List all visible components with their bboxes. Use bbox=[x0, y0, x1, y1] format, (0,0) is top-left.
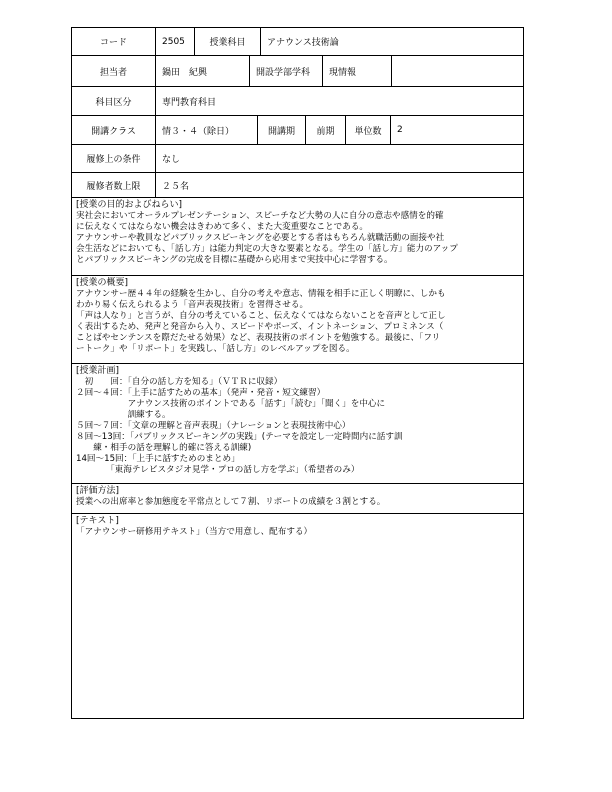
category-row bbox=[72, 87, 523, 116]
instructor-row bbox=[72, 56, 523, 87]
prerequisite-label: 履修上の条件 bbox=[86, 155, 141, 165]
plan-title: [授業計画] bbox=[76, 366, 120, 376]
credits-label: 単位数 bbox=[345, 116, 390, 144]
textbook-title: [テキスト] bbox=[76, 516, 119, 526]
plan-line: 練・相手の話を理解し的確に答える訓練) bbox=[76, 443, 252, 453]
outline-line: く表出するため、発声と発音から入り、スピードやポーズ、イントネーション、プロミネンス（ bbox=[76, 322, 444, 332]
plan-line: 訓練する。 bbox=[76, 410, 171, 420]
code-row bbox=[72, 28, 523, 56]
term-label: 開講期 bbox=[257, 116, 305, 144]
plan-line: 初 回：「自分の話し方を知る」（ＶＴＲに収録） bbox=[76, 377, 283, 387]
plan-line: ８回〜13回：「パブリックスピーキングの実践」(テーマを設定し一定時間内に話す訓 bbox=[76, 432, 403, 442]
outline-section bbox=[72, 276, 523, 364]
capacity-row bbox=[72, 173, 523, 198]
category-label: 科目区分 bbox=[95, 97, 132, 108]
purpose-title: [授業の目的およびねらい] bbox=[76, 200, 183, 210]
purpose-section bbox=[72, 198, 523, 276]
evaluation-line: 授業への出席率と参加態度を平常点として７割、リポートの成績を３割とする。 bbox=[76, 497, 386, 507]
plan-line: アナウンス技術のポイントである「話す」「読む」「聞く」を中心に bbox=[76, 399, 386, 409]
outline-title: [授業の概要] bbox=[76, 278, 129, 288]
class-row bbox=[72, 116, 523, 145]
outline-line: ートーク」や「リポート」を実践し、「話し方」のレベルアップを図る。 bbox=[76, 344, 355, 354]
outline-line: 「声は人なり」と言うが、自分の考えていること、伝えなくてはならないことを音声として正し bbox=[76, 311, 446, 321]
subject-label: 授業科目 bbox=[194, 28, 260, 55]
plan-line: ５回〜７回：「文章の理解と音声表現」（ナレーションと表現技術中心） bbox=[76, 421, 351, 431]
plan-line: ２回〜４回：「上手に話すための基本」（発声・発音・短文練習） bbox=[76, 388, 326, 398]
plan-line: 14回〜15回：「上手に話すためのまとめ」 bbox=[76, 454, 240, 464]
purpose-line: とパブリックスピーキングの完成を目標に基礎から応用まで実技中心に学習する。 bbox=[76, 255, 393, 265]
plan-section bbox=[72, 364, 523, 484]
term-value: 前期 bbox=[305, 116, 345, 144]
purpose-line: 実社会においてオーラルプレゼンテーション、スピーチなど大勢の人に自分の意志や感情を的確 bbox=[76, 211, 444, 221]
evaluation-title: [評価方法] bbox=[76, 486, 120, 496]
prerequisite-row bbox=[72, 145, 523, 173]
class-label: 開講クラス bbox=[91, 126, 136, 137]
credits-value: 2 bbox=[390, 116, 523, 144]
capacity-value: ２５名 bbox=[155, 173, 523, 197]
plan-line: 「東海テレビスタジオ見学・プロの話し方を学ぶ」（希望者のみ） bbox=[76, 465, 360, 475]
purpose-line: 会生活などにおいても、「話し方」は能力判定の大きな要素となる。学生の「話し方」能力のアップ bbox=[76, 244, 458, 254]
purpose-line: アナウンサーや教員などパブリックスピーキングを必要とする者はもちろん就職活動の面接や社 bbox=[76, 233, 445, 243]
instructor-name: 鍋田 紀興 bbox=[155, 56, 249, 86]
code-label: コード bbox=[99, 38, 127, 48]
syllabus-form bbox=[71, 27, 524, 719]
prerequisite-value: なし bbox=[155, 145, 523, 172]
capacity-label: 履修者数上限 bbox=[86, 181, 141, 192]
code-value: 2505 bbox=[155, 28, 194, 55]
outline-line: アナウンサー歴４４年の経験を生かし、自分の考えや意志、情報を相手に正しく明瞭に、しかも bbox=[76, 289, 446, 299]
category-value: 専門教育科目 bbox=[155, 87, 523, 115]
outline-line: ことばやセンテンスを際だたせる効果）など、表現技術のポイントを勉強する。最後に、「フリ bbox=[76, 333, 441, 343]
instructor-label: 担当者 bbox=[99, 67, 127, 78]
textbook-line: 「アナウンサー研修用テキスト」（当方で用意し、配布する） bbox=[76, 527, 313, 537]
class-value: 情３・４（除日） bbox=[155, 116, 257, 144]
purpose-line: に伝えなくてはならない機会はきわめて多く、また大変重要なことである。 bbox=[76, 222, 369, 232]
department-label: 開設学部学科 bbox=[249, 56, 322, 86]
textbook-section bbox=[72, 514, 523, 718]
outline-line: わかり易く伝えられるよう「音声表現技術」を習得させる。 bbox=[76, 300, 309, 310]
subject-value: アナウンス技術論 bbox=[260, 28, 523, 55]
evaluation-section bbox=[72, 484, 523, 514]
department-value: 現情報 bbox=[322, 56, 392, 86]
